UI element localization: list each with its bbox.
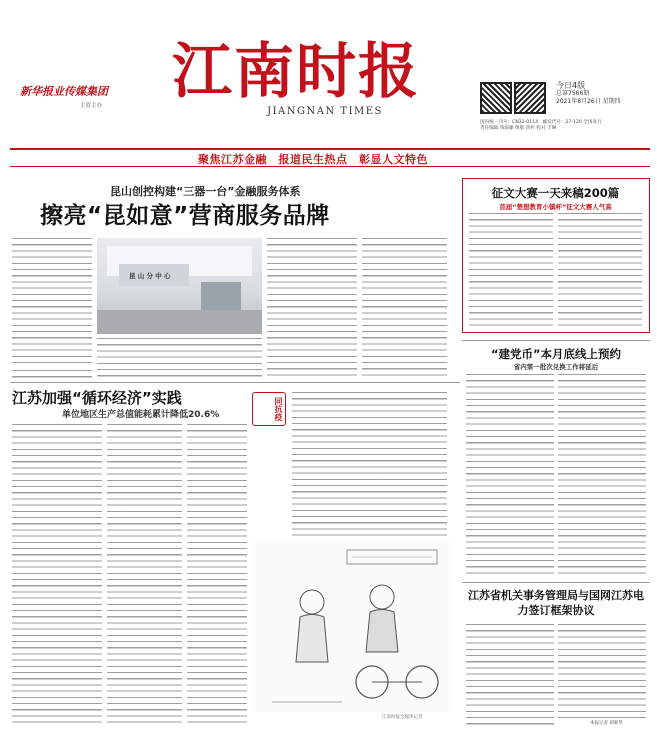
article3-text [187,424,247,724]
slogan: 聚焦江苏金融 报道民生热点 彰显人文特色 [198,153,428,166]
publication-info [480,120,650,132]
group-logo-text: 新华报业传媒集团 [20,85,108,98]
article4-headline: “建党币”本月底线上预约 [490,347,622,361]
article2-headline: 征文大赛一天来稿200篇 [491,186,620,200]
section-rule [10,382,460,383]
article4-text [466,374,554,574]
article1-text [12,370,92,378]
article3-headline: 江苏加强“循环经济”实践 [12,389,182,407]
article2-box [462,178,650,333]
article1-text [362,238,447,378]
photo-sign: 昆 山 分 中 心 [129,272,171,280]
cartoon-caption: 江南时报全媒体记者 [382,715,423,720]
total-issue: 总第7566期 [556,90,590,97]
article3-text [12,424,102,724]
article1-text [267,238,357,378]
cartoon-panel [252,392,452,722]
article2-subhead: 首届“楚想教育小镇杯”征文大赛人气高 [499,203,612,211]
stamp: 同抗疫 [252,392,286,426]
masthead-title: 江南时报 [172,37,420,107]
article1-headline: 擦亮“昆如意”营商服务品牌 [40,203,330,229]
article5-text [558,624,646,718]
group-logo [20,80,140,109]
edition-info [556,82,646,106]
article2-text [558,213,642,327]
group-sub: 主管主办 [80,103,103,109]
article3-subhead: 单位地区生产总值能耗累计降低20.6% [62,410,220,420]
article4-subhead: 省内第一批次兑换工作将延后 [513,363,599,371]
article1-text [12,238,92,366]
edition: 今日4版 [556,81,586,90]
qr-code-icon [480,82,512,114]
cartoon-text [292,392,447,537]
editor-credits: 责任编辑 钱海藤 组版 蒋杉 校对 于琳 [480,126,557,131]
article1-kicker: 昆山创控构建“三器一台”金融服务体系 [110,185,301,198]
byline: 本报记者 胡新华 [590,721,623,726]
issue-date: 2021年8月26日 星期四 [556,98,621,105]
slogan-rule [10,166,650,167]
article2-text [469,213,553,327]
article5-headline: 江苏省机关事务管理局与国网江苏电力签订框架协议 [468,589,644,617]
article3-text [107,424,182,724]
qr-code-icon [514,82,546,114]
cartoon-drawing [252,542,452,712]
masthead-rule [10,148,650,150]
article1-photo [97,238,262,334]
article5-text [466,624,554,726]
article4-text [558,374,646,574]
masthead-title-en: JIANGNAN TIMES [267,106,383,117]
cn-number: 国内统一刊号：CN32-0114 邮发代号：27-120 全国发行 [480,120,602,125]
article1-text [97,338,262,378]
